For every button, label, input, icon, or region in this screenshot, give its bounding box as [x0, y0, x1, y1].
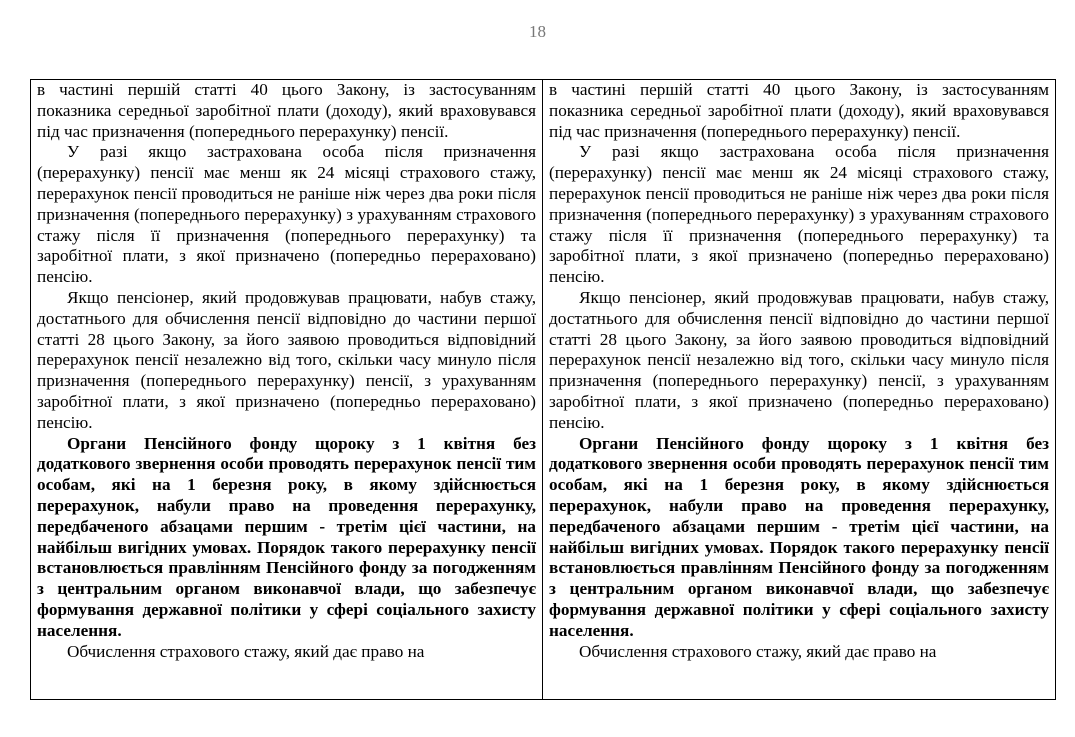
left-paragraph-5: Обчислення страхового стажу, який дає право на: [67, 641, 425, 661]
right-paragraph-3: Якщо пенсіонер, який продовжував працювати, набув стажу, достатнього для обчислення пенсії відповідно до частини першої статті 28 цього Закону, за його заявою проводиться відповідний перерахунок пенсії незалежно від того, скільки часу минуло після призначення (попереднього перерахунку) пенсії, з урахуванням заробітної плати, з якої призначено (попередньо перераховано) пенсію.: [549, 287, 1049, 432]
left-paragraph-4: Органи Пенсійного фонду щороку з 1 квітня без додаткового звернення особи проводять перерахунок пенсії тим особам, які на 1 березня року, в якому здійснюється перерахунок, набули право на проведення перерахунку, передбаченого абзацами першим - третім цієї частини, на найбільш вигідних умовах. Порядок такого перерахунку пенсії встановлюється правлінням Пенсійного фонду за погодженням з центральним органом виконавчої влади, що забезпечує формування державної політики у сфері соціального захисту населення.: [37, 433, 536, 640]
left-column: [31, 80, 543, 699]
left-paragraph-1: в частині першій статті 40 цього Закону, із застосуванням показника середньої заробітної плати (доходу), який враховувався під час призначення (попереднього перерахунку) пенсії.: [37, 80, 536, 141]
left-paragraph-2: У разі якщо застрахована особа після призначення (перерахунку) пенсії має менш як 24 місяці страхового стажу, перерахунок пенсії проводиться не раніше ніж через два роки після призначення (попереднього перерахунку) з урахуванням страхового стажу після її призначення (попереднього перерахунку) та заробітної плати, з якої призначено (попередньо перераховано) пенсію.: [37, 142, 536, 287]
right-paragraph-2: У разі якщо застрахована особа після призначення (перерахунку) пенсії має менш як 24 місяці страхового стажу, перерахунок пенсії проводиться не раніше ніж через два роки після призначення (попереднього перерахунку) з урахуванням страхового стажу після її призначення (попереднього перерахунку) та заробітної плати, з якої призначено (попередньо перераховано) пенсію.: [549, 142, 1049, 287]
left-paragraph-3: Якщо пенсіонер, який продовжував працювати, набув стажу, достатнього для обчислення пенсії відповідно до частини першої статті 28 цього Закону, за його заявою проводиться відповідний перерахунок пенсії незалежно від того, скільки часу минуло після призначення (попереднього перерахунку) пенсії, з урахуванням заробітної плати, з якої призначено (попередньо перераховано) пенсію.: [37, 287, 536, 432]
right-column: [543, 80, 1055, 699]
right-paragraph-1: в частині першій статті 40 цього Закону, із застосуванням показника середньої заробітної плати (доходу), який враховувався під час призначення (попереднього перерахунку) пенсії.: [549, 80, 1049, 141]
page-number: 18: [529, 22, 546, 41]
comparison-table: [30, 79, 1056, 700]
right-paragraph-5: Обчислення страхового стажу, який дає право на: [579, 641, 937, 661]
right-paragraph-4: Органи Пенсійного фонду щороку з 1 квітня без додаткового звернення особи проводять перерахунок пенсії тим особам, які на 1 березня року, в якому здійснюється перерахунок, набули право на проведення перерахунку, передбаченого абзацами першим - третім цієї частини, на найбільш вигідних умовах. Порядок такого перерахунку пенсії встановлюється правлінням Пенсійного фонду за погодженням з центральним органом виконавчої влади, що забезпечує формування державної політики у сфері соціального захисту населення.: [549, 433, 1049, 640]
